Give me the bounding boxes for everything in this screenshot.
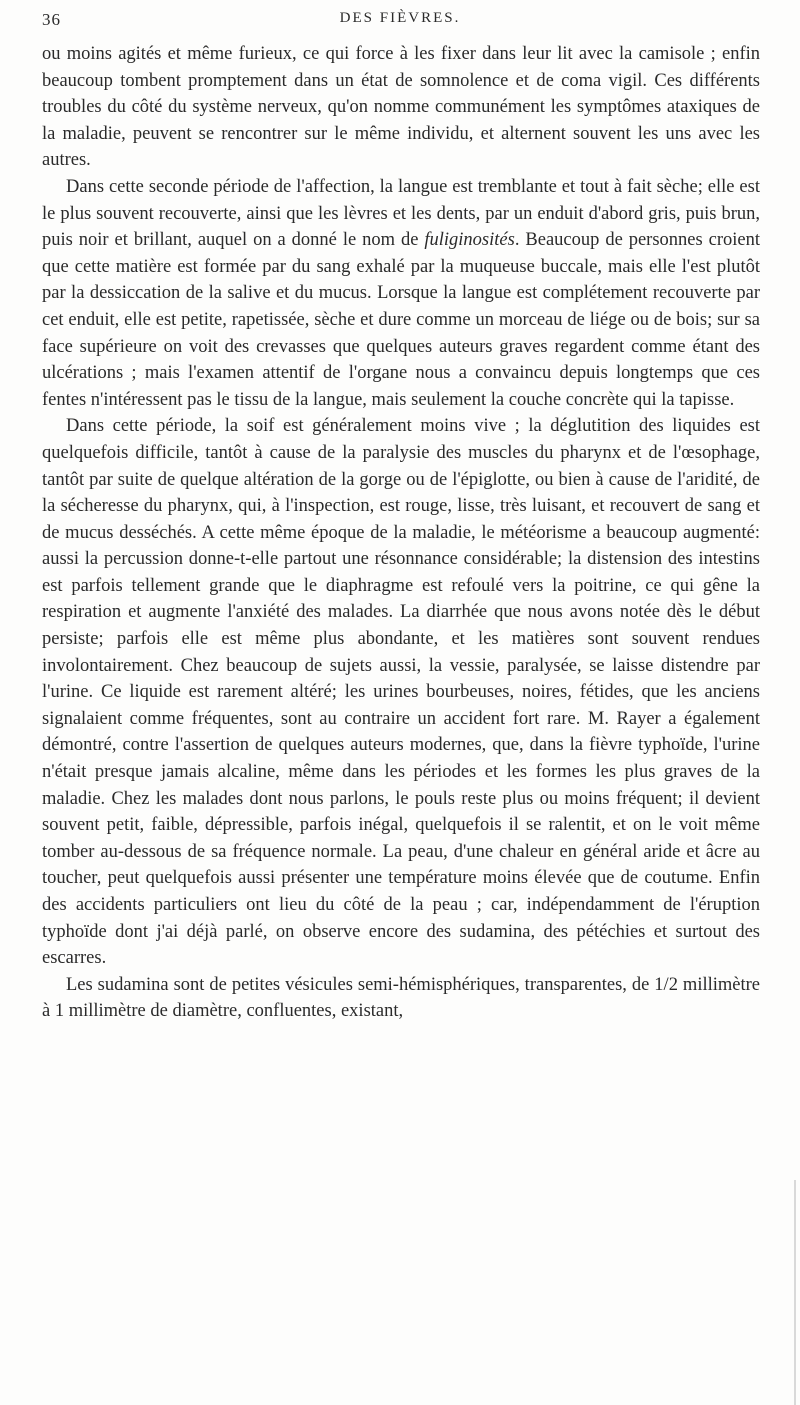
page-number: 36 [42,10,61,29]
body-text [42,41,760,1025]
paragraph-4 [42,972,760,1025]
paragraph-3-text: Dans cette période, la soif est généralement moins vive ; la déglutition des liquides est quelquefois difficile, tantôt à cause de la paralysie des muscles du pharynx et de l'œsophage, tantôt par suite de quelque altération de la gorge ou de l'épiglotte, ou bien à cause de l'aridité, de la sécheresse du pharynx, qui, à l'inspection, est rouge, lisse, très luisant, et recouvert de sang et de mucus desséchés. A cette même époque de la maladie, le météorisme a beaucoup augmenté: aussi la percussion donne-t-elle partout une résonnance considérable; la distension des intestins est parfois tellement grande que le diaphragme est refoulé vers la poitrine, ce qui gêne la respiration et augmente l'anxiété des malades. La diarrhée que nous avons notée dès le début persiste; parfois elle est même plus abondante, et les matières sont souvent rendues involontairement. Chez beaucoup de sujets aussi, la vessie, paralysée, se laisse distendre par l'urine. Ce liquide est rarement altéré; les urines bourbeuses, noires, fétides, que les anciens signalaient comme fréquentes, sont au contraire un accident fort rare. M. Rayer a également démontré, contre l'assertion de quelques auteurs modernes, que, dans la fièvre typhoïde, l'urine n'était presque jamais alcaline, même dans les périodes et les formes les plus graves de la maladie. Chez les malades dont nous parlons, le pouls reste plus ou moins fréquent; il devient souvent petit, faible, dépressible, parfois inégal, quelquefois il se ralentit, et on le voit même tomber au-dessous de sa fréquence normale. La peau, d'une chaleur en général aride et âcre au toucher, peut quelquefois aussi présenter une température moins élevée que de coutume. Enfin des accidents particuliers ont lieu du côté de la peau ; car, indépendamment de l'éruption typhoïde dont j'ai déjà parlé, on observe encore des sudamina, des pétéchies et surtout des escarres. [42,416,760,969]
italic-term-fuliginosites: fuliginosités [424,230,515,251]
paragraph-1 [42,41,760,174]
paragraph-2-text-end: . Beaucoup de personnes croient que cette matière est formée par du sang exhalé par la muqueuse buccale, mais elle l'est plutôt par la dessiccation de la salive et du mucus. Lorsque la langue est complétement recouverte par cet enduit, elle est petite, rapetissée, sèche et dure comme un morceau de liége ou de bois; sur sa face supérieure on voit des crevasses que quelques auteurs graves regardent comme étant des ulcérations ; mais l'examen attentif de l'organe nous a convaincu depuis longtemps que ces fentes n'intéressent pas le tissu de la langue, mais seulement la couche concrète qui la tapisse. [42,230,761,410]
paragraph-2-text-start: Dans cette seconde période de l'affection, la langue est tremblante et tout à fait sèche; elle est le plus souvent recouverte, ainsi que les lèvres et les dents, par un enduit d'abord gris, puis brun, puis noir et brillant, auquel on a donné le nom de [42,176,760,251]
paragraph-3 [42,413,760,971]
running-title: DES FIÈVRES. [339,10,461,26]
paragraph-1-text: ou moins agités et même furieux, ce qui force à les fixer dans leur lit avec la camisole ; enfin beaucoup tombent promptement dans un état de somnolence et de coma vigil. Ces différents troubles du côté du système nerveux, qu'on nomme communément les symptômes ataxiques de la maladie, peuvent se rencontrer sur le même individu, et alternent souvent les uns avec les autres. [42,44,760,171]
page-edge-shadow [794,1180,796,1405]
running-head [42,10,758,36]
paragraph-4-text: Les sudamina sont de petites vésicules semi-hémisphériques, transparentes, de 1/2 millimètre à 1 millimètre de diamètre, confluentes, existant, [42,974,760,1022]
paragraph-2 [42,174,760,413]
